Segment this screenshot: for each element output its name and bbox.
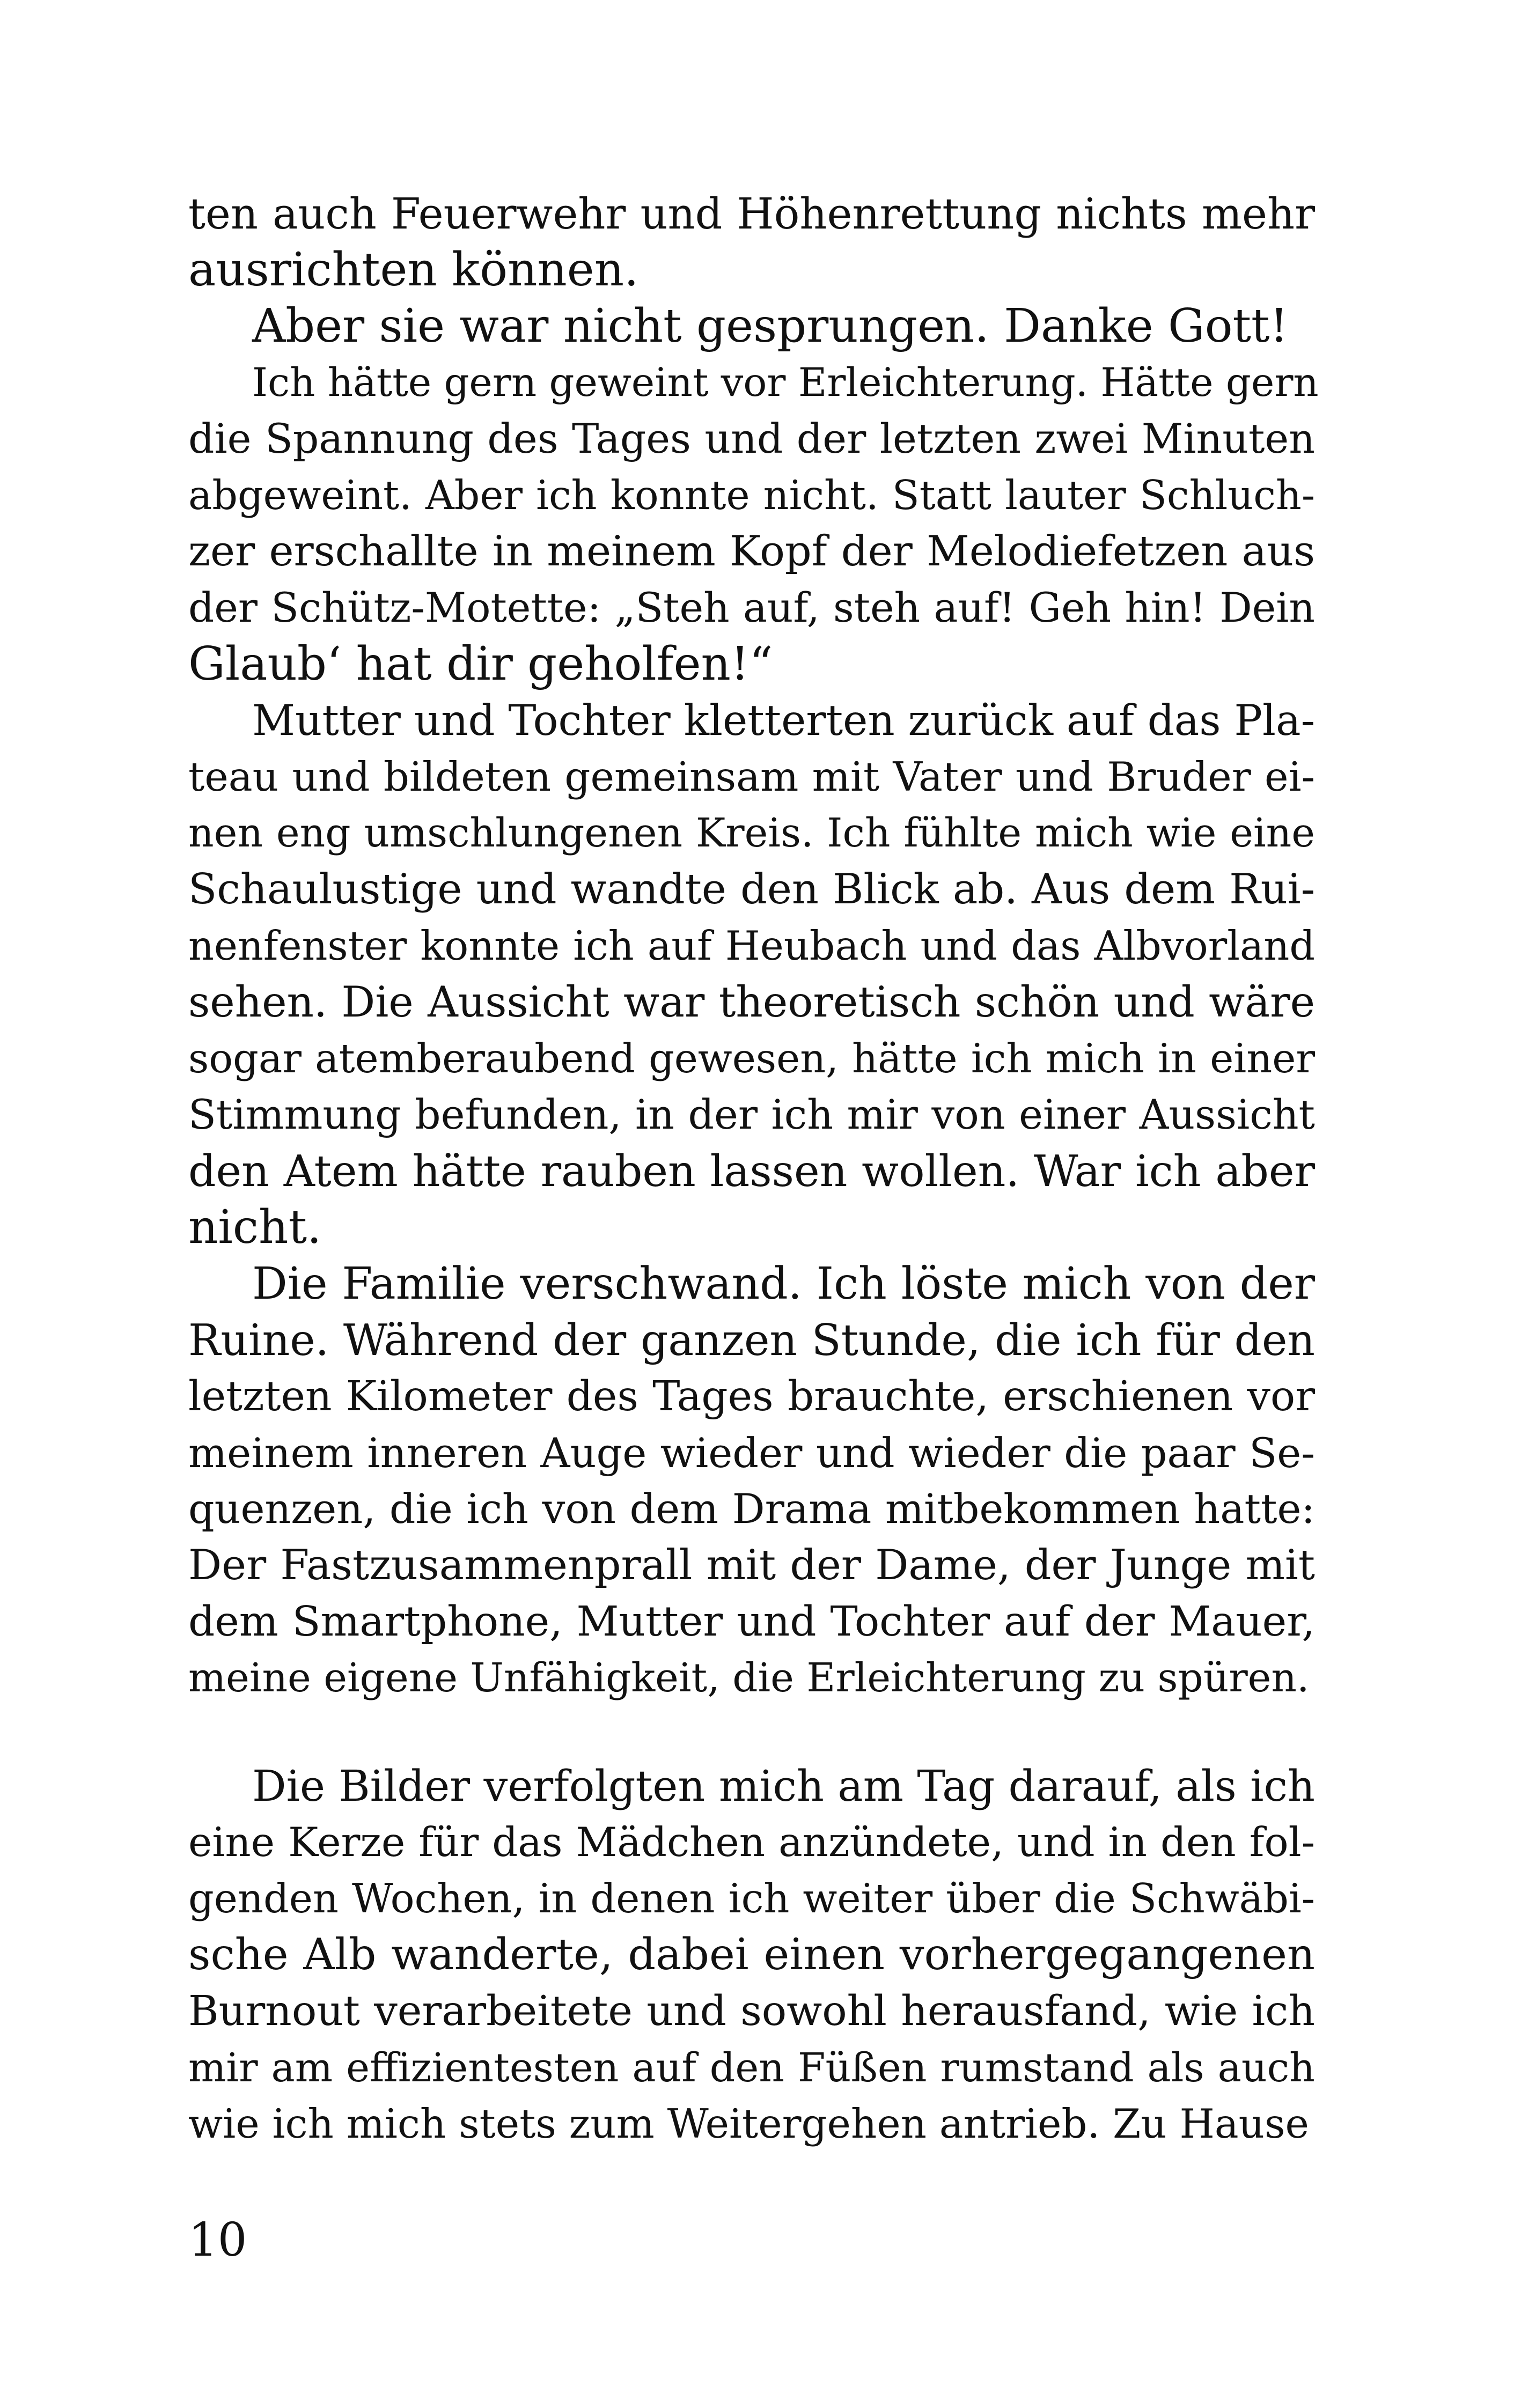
text-line: zer erschallte in meinem Kopf der Melodiefetzen aus <box>188 527 1315 576</box>
text-line: Die Familie verschwand. Ich löste mich von der <box>252 1258 1315 1309</box>
text-line: mir am effizientesten auf den Füßen rumstand als auch <box>188 2044 1315 2091</box>
text-line: Glaub‘ hat dir geholfen!“ <box>188 637 773 691</box>
text-line: Schaulustige und wandte den Blick ab. Aus dem Rui- <box>188 865 1315 914</box>
text-line: meine eigene Unfähigkeit, die Erleichterung zu spüren. <box>188 1655 1310 1701</box>
text-line: quenzen, die ich von dem Drama mitbekommen hatte: <box>188 1485 1315 1533</box>
text-line: wie ich mich stets zum Weitergehen antrieb. Zu Hause <box>188 2100 1309 2147</box>
text-line: sche Alb wanderte, dabei einen vorhergegangenen <box>188 1930 1315 1980</box>
text-line: die Spannung des Tages und der letzten zwei Minuten <box>188 415 1315 462</box>
text-line: sogar atemberaubend gewesen, hätte ich mich in einer <box>188 1035 1315 1082</box>
text-line: dem Smartphone, Mutter und Tochter auf der Mauer, <box>188 1598 1315 1646</box>
text-line: Mutter und Tochter kletterten zurück auf das Pla- <box>252 696 1315 745</box>
text-line: nicht. <box>188 1201 322 1254</box>
paragraph <box>188 355 1319 693</box>
text-line: ausrichten können. <box>188 243 639 297</box>
text-line: nenfenster konnte ich auf Heubach und das Albvorland <box>188 923 1315 969</box>
text-line: genden Wochen, in denen ich weiter über die Schwäbi- <box>188 1875 1315 1922</box>
paragraph <box>188 1256 1315 1706</box>
text-line: Der Fastzusammenprall mit der Dame, der Junge mit <box>188 1541 1315 1589</box>
text-line: meinem inneren Auge wieder und wieder die paar Se- <box>188 1429 1315 1477</box>
text-line: abgeweint. Aber ich konnte nicht. Statt lauter Schluch- <box>188 472 1315 519</box>
text-line: Ich hätte gern geweint vor Erleichterung. Hätte gern <box>252 360 1319 406</box>
text-line: Aber sie war nicht gesprungen. Danke Gott! <box>252 299 1289 353</box>
page-number: 10 <box>188 2213 247 2267</box>
paragraph <box>188 298 1315 355</box>
text-line: nen eng umschlungenen Kreis. Ich fühlte mich wie eine <box>188 810 1315 856</box>
text-line: sehen. Die Aussicht war theoretisch schön und wäre <box>188 978 1315 1027</box>
text-line: ten auch Feuerwehr und Höhenrettung nichts mehr <box>188 189 1315 239</box>
text-line: eine Kerze für das Mädchen anzündete, und in den fol- <box>188 1818 1315 1866</box>
paragraph <box>188 186 1315 298</box>
text-line: teau und bildeten gemeinsam mit Vater und Bruder ei- <box>188 753 1315 800</box>
text-line: der Schütz-Motette: „Steh auf, steh auf! Geh hin! Dein <box>188 584 1315 631</box>
text-line: Burnout verarbeitete und sowohl herausfand, wie ich <box>188 1987 1315 2035</box>
text-line: den Atem hätte rauben lassen wollen. War ich aber <box>188 1146 1315 1196</box>
paragraph <box>188 1758 1315 2152</box>
text-line: Ruine. Während der ganzen Stunde, die ich für den <box>188 1315 1315 1365</box>
body-text <box>188 186 1319 2152</box>
text-line: letzten Kilometer des Tages brauchte, erschienen vor <box>188 1373 1315 1420</box>
text-line: Stimmung befunden, in der ich mir von einer Aussicht <box>188 1091 1315 1138</box>
text-line: Die Bilder verfolgten mich am Tag darauf, als ich <box>252 1761 1315 1811</box>
paragraph <box>188 693 1315 1256</box>
